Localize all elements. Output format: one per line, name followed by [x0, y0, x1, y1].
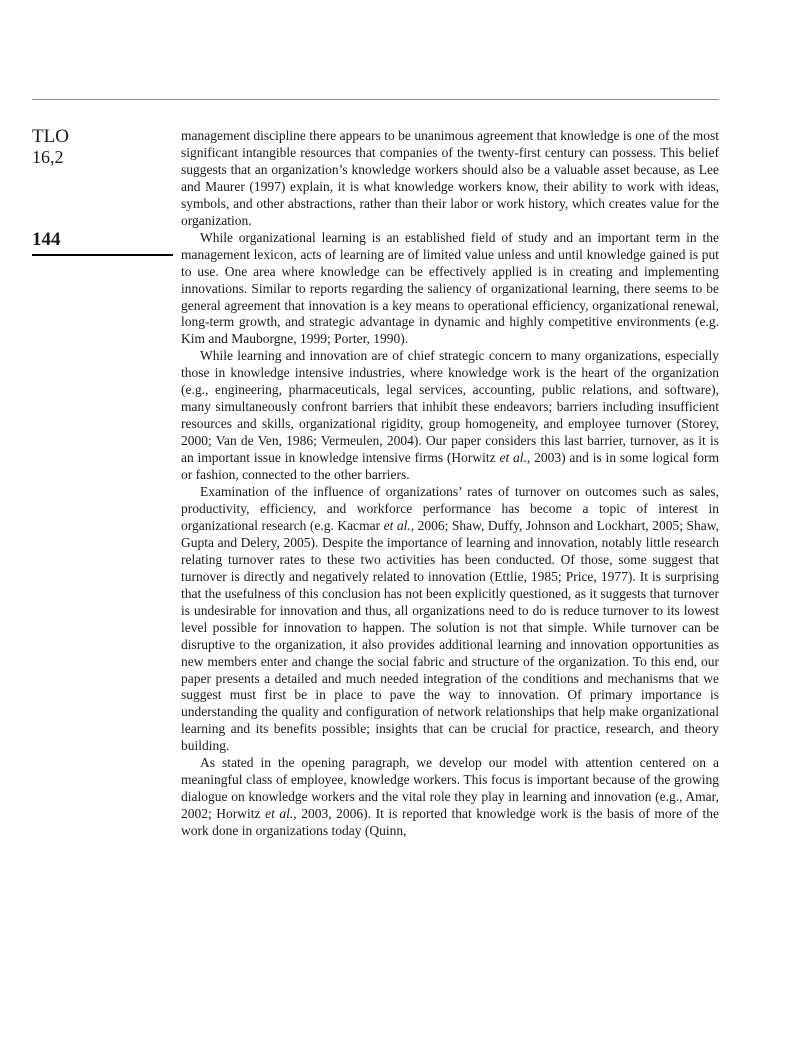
article-body	[181, 128, 719, 840]
header-rule	[32, 99, 719, 100]
running-header	[32, 127, 172, 167]
page-number: 144	[32, 229, 61, 250]
journal-abbreviation: TLO	[32, 126, 69, 147]
paragraph: While learning and innovation are of chief strategic concern to many organizations, especially those in knowledge intensive industries, where knowledge work is the heart of the organization (e.g., engineering, pharmaceuticals, legal services, accounting, public relations, and software), many simultaneously confront barriers that inhibit these endeavors; barriers including insufficient resources and skills, organizational rigidity, group homogeneity, and employee turnover (Storey, 2000; Van de Ven, 1986; Vermeulen, 2004). Our paper considers this last barrier, turnover, as it is an important issue in knowledge intensive firms (Horwitz et al., 2003) and is in some logical form or fashion, connected to the other barriers.	[181, 348, 719, 483]
paragraph: management discipline there appears to be unanimous agreement that knowledge is one of the most significant intangible resources that companies of the twenty-first century can possess. This belief suggests that an organization’s knowledge workers should also be a valuable asset because, as Lee and Maurer (1997) explain, it is what knowledge workers know, their ability to work with ideas, symbols, and other abstractions, rather than their labor or work history, which creates value for the organization.	[181, 128, 719, 228]
page-number-rule	[32, 254, 173, 256]
paragraph: As stated in the opening paragraph, we develop our model with attention centered on a meaningful class of employee, knowledge workers. This focus is important because of the growing dialogue on knowledge workers and the vital role they play in learning and innovation (e.g., Amar, 2002; Horwitz et al., 2003, 2006). It is reported that knowledge work is the basis of more of the work done in organizations today (Quinn,	[181, 755, 719, 839]
paragraph: While organizational learning is an established field of study and an important term in the management lexicon, acts of learning are of limited value unless and until knowledge gained is put to use. One area where knowledge can be effectively applied is in creating and implementing innovations. Similar to reports regarding the saliency of organizational learning, there seems to be general agreement that innovation is a key means to operational efficiency, organizational renewal, long-term growth, and strategic advantage in dynamic and highly competitive environments (e.g. Kim and Mauborgne, 1999; Porter, 1990).	[181, 229, 719, 347]
volume-issue: 16,2	[32, 147, 64, 167]
et-al-italic: et al.	[265, 806, 294, 822]
et-al-italic: et al.	[499, 450, 527, 466]
et-al-italic: et al.	[383, 517, 411, 533]
paragraph: Examination of the influence of organizations’ rates of turnover on outcomes such as sales, productivity, efficiency, and workforce performance has become a topic of interest in organizational research (e.g. Kacmar et al., 2006; Shaw, Duffy, Johnson and Lockhart, 2005; Shaw, Gupta and Delery, 2005). Despite the importance of learning and innovation, notably little research relating turnover rates to these two activities has been conducted. Of those, some suggest that turnover is directly and negatively related to innovation (Ettlie, 1985; Price, 1977). It is surprising that the usefulness of this conclusion has not been explicitly questioned, as it suggests that turnover is undesirable for innovation and thus, all organizations need to do is reduce turnover to its lowest level possible for innovation to happen. The solution is not that simple. While turnover can be disruptive to the organization, it also provides additional learning and innovation opportunities as new members enter and change the social fabric and structure of the organization. To this end, our paper presents a detailed and much needed integration of the conditions and mechanisms that we suggest must first be in place to pave the way to innovation. Of primary importance is understanding the quality and configuration of network relationships that help make organizational learning and its benefits possible; insights that can be crucial for practice, research, and theory building.	[181, 484, 719, 754]
